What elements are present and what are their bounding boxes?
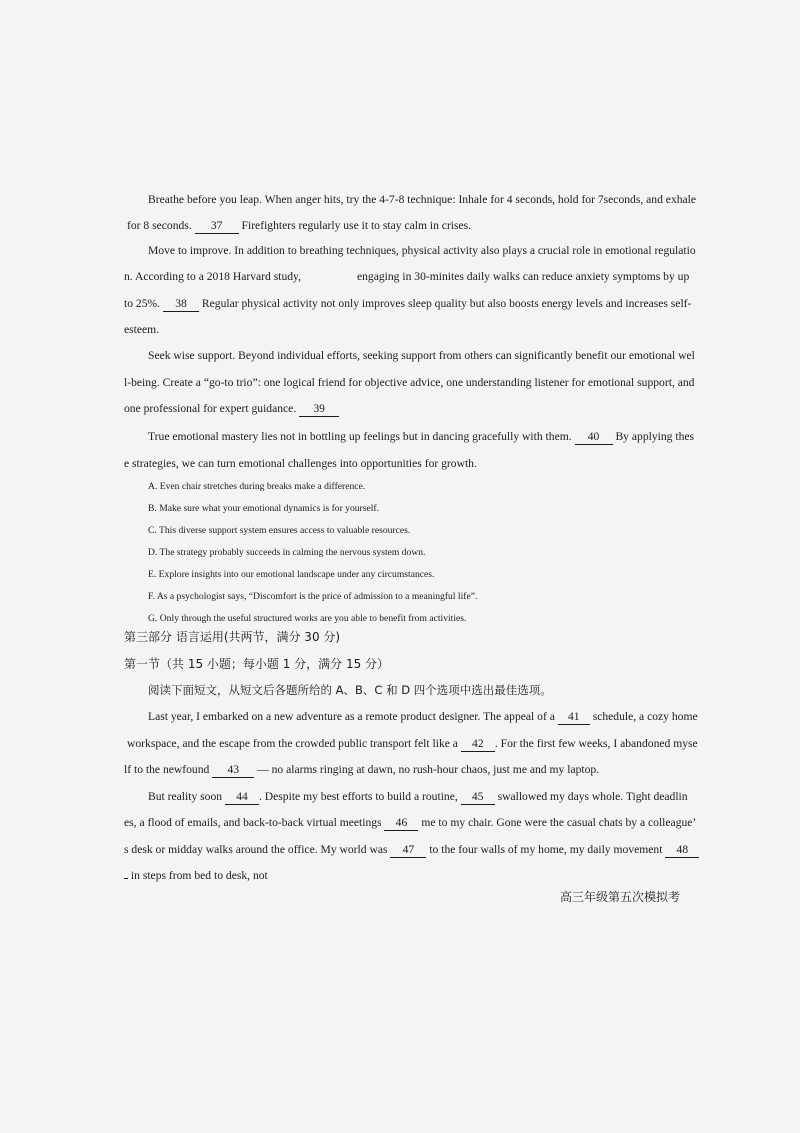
passage-line: esteem. xyxy=(124,323,160,336)
blank-38[interactable]: 38 xyxy=(163,297,199,312)
passage-line: e strategies, we can turn emotional challenges into opportunities for growth. xyxy=(124,457,477,470)
page-footer: 高三年级第五次模拟考 xyxy=(559,890,680,904)
cloze-line: lf to the newfound 43 — no alarms ringing at dawn, no rush-hour chaos, just me and my laptop. xyxy=(124,763,600,776)
blank-44[interactable]: 44 xyxy=(225,790,259,805)
option-a: A. Even chair stretches during breaks make a difference. xyxy=(148,481,366,492)
blank-45[interactable]: 45 xyxy=(461,790,495,805)
blank-48[interactable]: 48 xyxy=(665,843,699,858)
passage-line: Move to improve. In addition to breathing techniques, physical activity also plays a crucial role in emotional regulatio xyxy=(148,244,696,257)
blank-39[interactable]: 39 xyxy=(299,402,339,417)
option-e: E. Explore insights into our emotional landscape under any circumstances. xyxy=(148,569,435,580)
cloze-line: s desk or midday walks around the office. My world was 47 to the four walls of my home, my daily movement 48 xyxy=(124,842,699,858)
cloze-line: But reality soon 44 . Despite my best efforts to build a routine, 45 swallowed my days whole. Tight deadlin xyxy=(148,790,688,803)
passage-line: for 8 seconds. 37 Firefighters regularly use it to stay calm in crises. xyxy=(127,219,472,232)
passage-line: n. According to a 2018 Harvard study, engaging in 30-minites daily walks can reduce anxiety symptoms by up xyxy=(124,270,690,283)
option-d: D. The strategy probably succeeds in calming the nervous system down. xyxy=(148,547,426,558)
passage-line: Breathe before you leap. When anger hits, try the 4-7-8 technique: Inhale for 4 seconds, hold for 7seconds, and exhale xyxy=(148,193,697,206)
option-f: F. As a psychologist says, “Discomfort is the price of admission to a meaningful life”. xyxy=(148,591,478,602)
passage-line: to 25%. 38 Regular physical activity not only improves sleep quality but also boosts energy levels and increases self- xyxy=(124,297,692,310)
blank-40[interactable]: 40 xyxy=(575,430,613,445)
cloze-line: Last year, I embarked on a new adventure as a remote product designer. The appeal of a 41 schedule, a cozy home xyxy=(148,710,698,723)
blank-41[interactable]: 41 xyxy=(558,710,590,725)
section-one-heading: 第一节（共 15 小题；每小题 1 分，满分 15 分） xyxy=(124,657,390,671)
passage-line: True emotional mastery lies not in bottling up feelings but in dancing gracefully with them. 40 By applying thes xyxy=(148,430,695,443)
part-three-heading: 第三部分 语言运用(共两节，满分 30 分) xyxy=(124,630,341,644)
blank-37[interactable]: 37 xyxy=(195,219,239,234)
passage-line: one professional for expert guidance. 39 xyxy=(124,401,339,417)
blank-43[interactable]: 43 xyxy=(212,763,254,778)
instruction-text: 阅读下面短文，从短文后各题所给的 A、B、C 和 D 四个选项中选出最佳选项。 xyxy=(148,683,552,697)
option-b: B. Make sure what your emotional dynamics is for yourself. xyxy=(148,503,379,514)
blank-continuation xyxy=(124,868,128,879)
blank-42[interactable]: 42 xyxy=(461,737,495,752)
cloze-line: es, a flood of emails, and back-to-back virtual meetings 46 me to my chair. Gone were the casual chats by a colleague’ xyxy=(124,816,697,829)
passage-line: l-being. Create a “go-to trio”: one logical friend for objective advice, one understanding listener for emotional support, and xyxy=(124,376,695,389)
blank-47[interactable]: 47 xyxy=(390,843,426,858)
option-c: C. This diverse support system ensures access to valuable resources. xyxy=(148,525,411,536)
cloze-line: in steps from bed to desk, not xyxy=(124,868,268,884)
blank-46[interactable]: 46 xyxy=(384,816,418,831)
option-g: G. Only through the useful structured works are you able to benefit from activities. xyxy=(148,613,467,624)
cloze-line: workspace, and the escape from the crowded public transport felt like a 42 . For the first few weeks, I abandoned myse xyxy=(127,737,698,750)
passage-line: Seek wise support. Beyond individual efforts, seeking support from others can significantly benefit our emotional wel xyxy=(148,349,695,362)
